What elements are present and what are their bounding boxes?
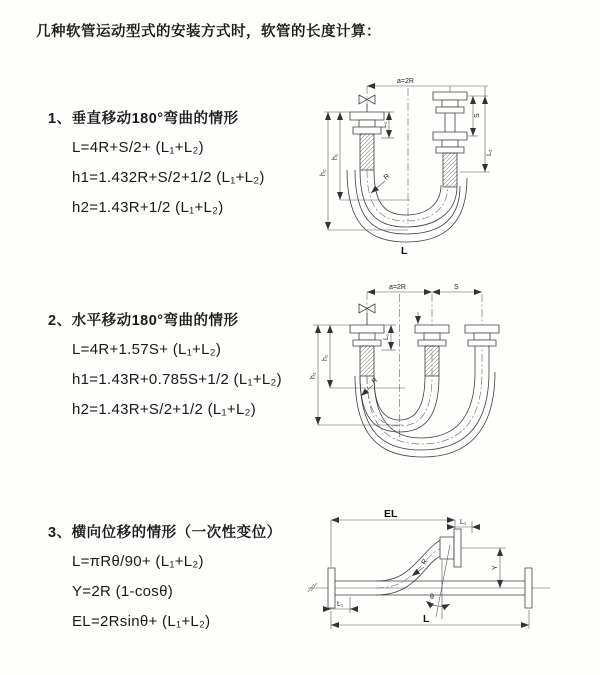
dim-label-r: R [382,172,392,182]
diagram-vertical-180-bend [300,72,500,257]
dimension-l1-top [447,519,480,533]
radius-leader [412,558,429,576]
dim-label-el: EL [384,508,398,520]
formula-line: h1=1.43R+0.785S+1/2 (L₁+L₂) [72,371,282,388]
dim-label-r: R [420,558,430,566]
section-2 [48,309,282,418]
formula-line: L=πRθ/90+ (L₁+L₂) [72,553,204,570]
dim-label-s: S [454,284,459,291]
dim-label-h2: h₂ [310,372,317,379]
dimension-y [461,548,506,588]
section-1-heading: 1、垂直移动180°弯曲的情形 [48,111,239,127]
section-3 [48,521,282,630]
flange-fitting-left [350,112,384,170]
break-mark [308,583,317,592]
dim-label-a2r: a=2R [397,78,414,85]
diagram-lateral-displacement [300,505,560,640]
braided-hose-section [425,346,439,376]
braided-hose-section [443,153,457,187]
dim-label-h1: h₁ [322,354,329,361]
formula-line: L=4R+S/2+ (L₁+L₂) [72,139,204,156]
flange-right [525,568,532,608]
flange-fitting-right-upper [433,92,467,113]
braided-hose-section [360,134,374,170]
dimension-a2r [367,78,488,92]
dim-label-theta: θ [430,594,434,601]
formula-line: h2=1.43R+1/2 (L₁+L₂) [72,199,224,216]
page-title: 几种软管运动型式的安装方式时，软管的长度计算： [36,24,381,40]
flange-fitting-middle [415,325,449,376]
section-1 [48,107,265,216]
dim-label-h1: h₁ [332,153,339,160]
radius-leader [361,377,379,396]
centerline [308,583,550,592]
dim-label-l: L [423,613,430,625]
diagram-horizontal-180-bend [305,280,555,465]
dim-label-l1: L₁ [381,121,388,128]
formula-line: EL=2Rsinθ+ (L₁+L₂) [72,613,211,630]
dim-label-l2: L₂ [486,149,493,156]
dim-label-l1-left: L₁ [337,601,344,608]
dim-label-r: R [370,376,380,386]
formula-line: h2=1.43R+S/2+1/2 (L₁+L₂) [72,401,257,418]
flange-left [328,568,335,608]
flange-fitting-right-lower [433,132,467,187]
formula-line: Y=2R (1-cosθ) [72,583,174,600]
dim-label-h2: h₂ [320,169,327,176]
formula-line: h1=1.432R+S/2+1/2 (L₁+L₂) [72,169,265,186]
flange-upper-displaced [454,529,461,567]
braided-hose-section [360,346,374,376]
flange-fitting-left [350,325,384,376]
dimension-l-total [331,610,529,629]
dim-label-y: Y [492,565,499,570]
dim-label-l1: L₁ [383,333,390,340]
formula-line: L=4R+1.57S+ (L₁+L₂) [72,341,222,358]
section-3-heading: 3、横向位移的情形（一次性变位） [48,525,282,541]
dimension-s [432,284,482,292]
dim-label-s: S [474,113,481,118]
section-2-heading: 2、水平移动180°弯曲的情形 [48,313,239,329]
dim-label-l-total: L [401,245,408,257]
dim-label-l1-top: L₁ [460,519,467,526]
dim-label-a2r: a=2R [389,284,406,291]
dimension-a2r [367,284,432,292]
hose-s-curve-displaced [376,529,461,595]
